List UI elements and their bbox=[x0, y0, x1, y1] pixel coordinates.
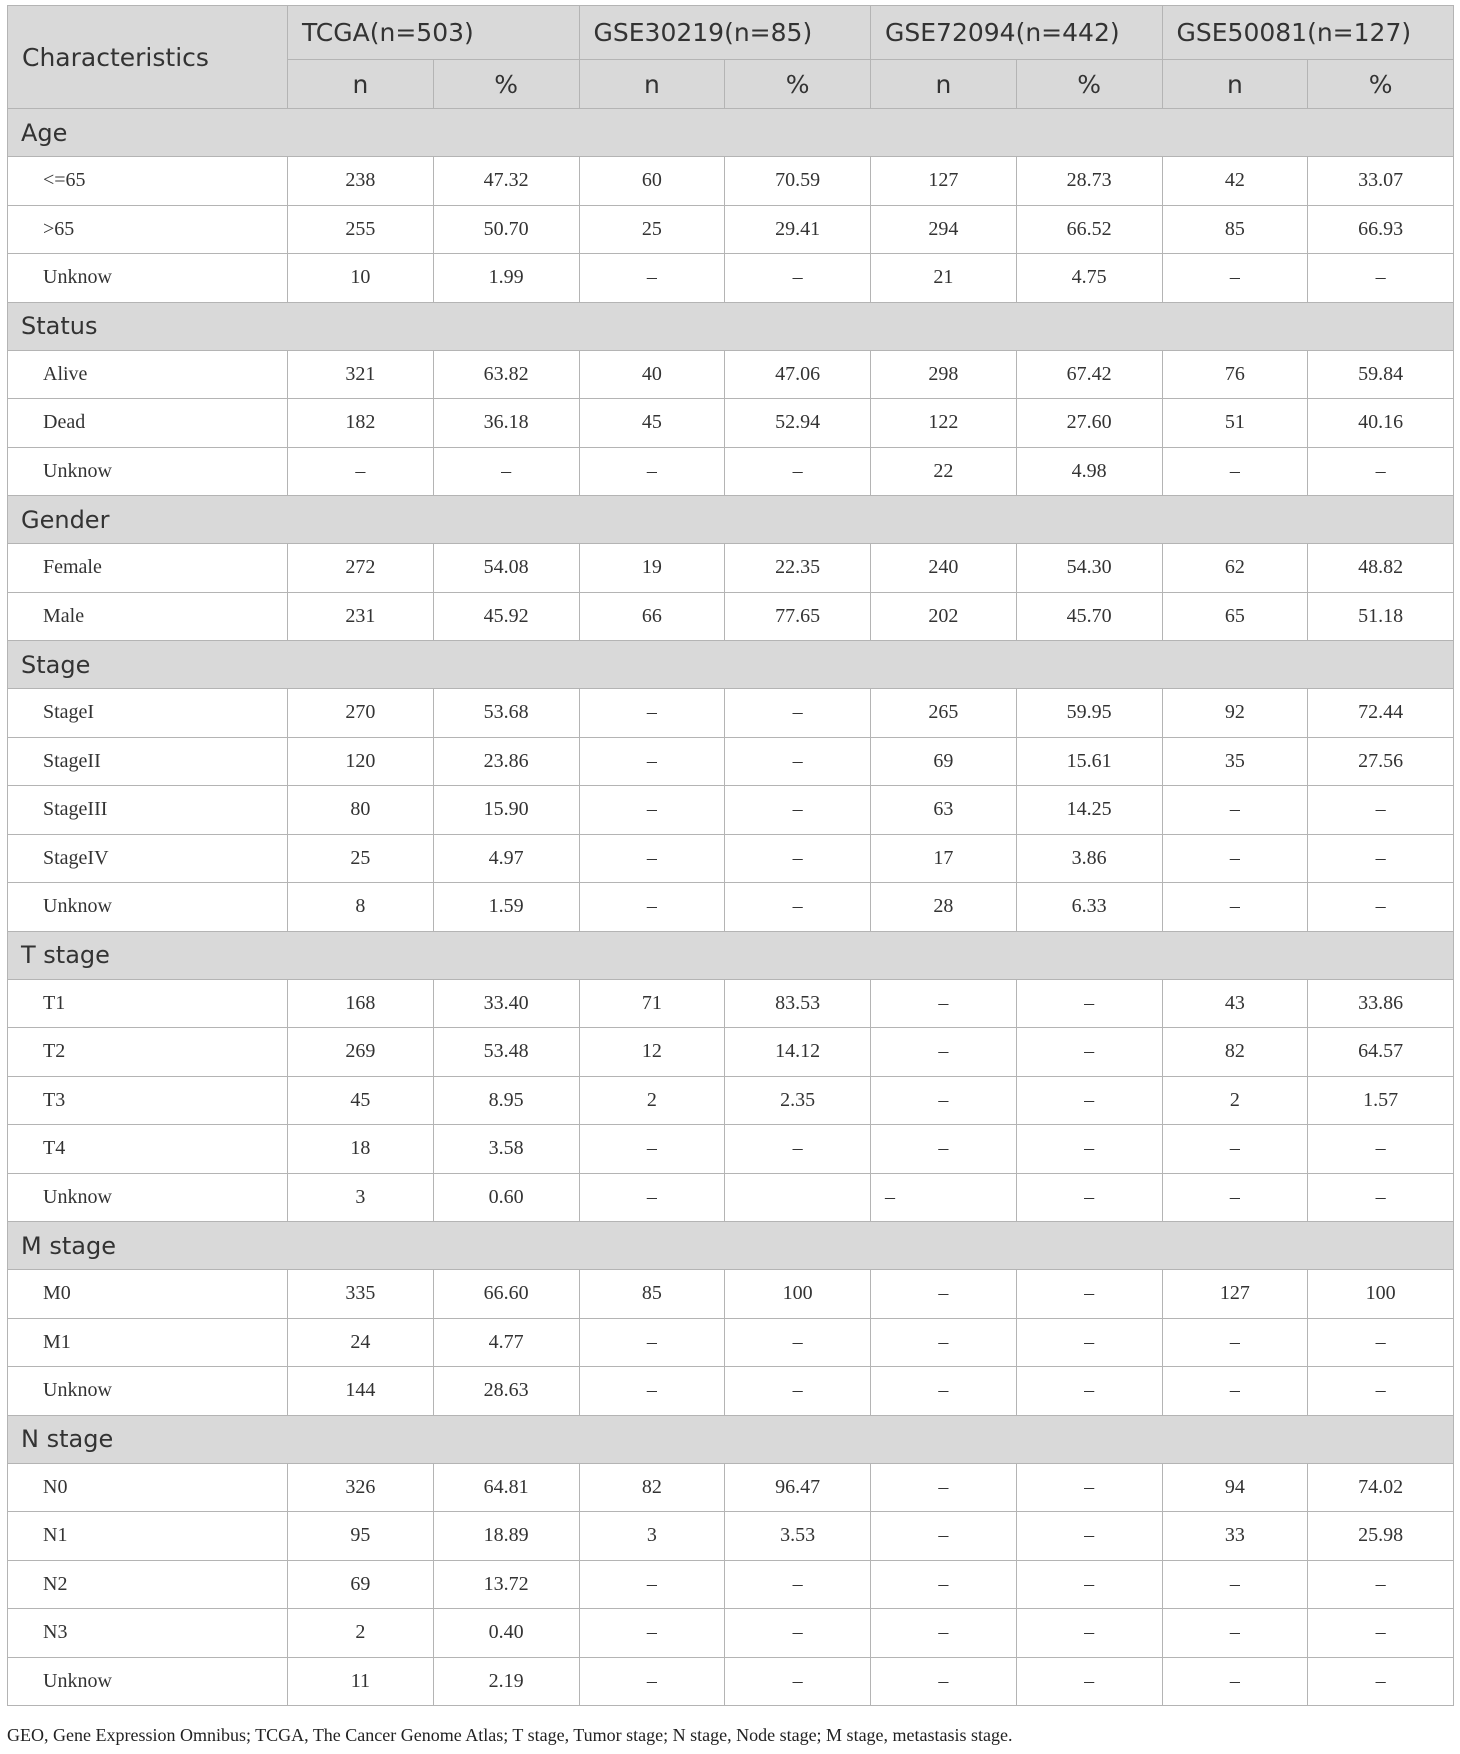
cell-percent: 15.61 bbox=[1016, 737, 1162, 786]
row-label: T2 bbox=[8, 1028, 288, 1077]
cell-count: 144 bbox=[288, 1367, 434, 1416]
table-row bbox=[8, 834, 1454, 883]
cell-count: 269 bbox=[288, 1028, 434, 1077]
cell-count: 272 bbox=[288, 544, 434, 593]
cell-percent: 100 bbox=[1308, 1270, 1454, 1319]
cell-count: – bbox=[1162, 1609, 1308, 1658]
cell-count: – bbox=[871, 1609, 1017, 1658]
cell-count: – bbox=[1162, 834, 1308, 883]
cell-count: – bbox=[579, 737, 725, 786]
section-row bbox=[8, 1222, 1454, 1270]
cell-percent: – bbox=[1308, 1173, 1454, 1222]
cell-percent: 6.33 bbox=[1016, 883, 1162, 932]
cell-percent: – bbox=[1016, 1076, 1162, 1125]
cell-percent: – bbox=[1308, 1560, 1454, 1609]
cell-count: – bbox=[579, 1367, 725, 1416]
cell-count: 21 bbox=[871, 254, 1017, 303]
section-title: T stage bbox=[8, 931, 1454, 979]
cell-count: 82 bbox=[579, 1463, 725, 1512]
table-row bbox=[8, 544, 1454, 593]
cell-percent: 22.35 bbox=[725, 544, 871, 593]
cell-count: 8 bbox=[288, 883, 434, 932]
cell-percent: 2.35 bbox=[725, 1076, 871, 1125]
cell-percent: 45.92 bbox=[433, 592, 579, 641]
cell-count: – bbox=[871, 1270, 1017, 1319]
table-row bbox=[8, 1125, 1454, 1174]
cell-percent: 40.16 bbox=[1308, 399, 1454, 448]
cell-count: 51 bbox=[1162, 399, 1308, 448]
cell-count: 35 bbox=[1162, 737, 1308, 786]
table-row bbox=[8, 447, 1454, 496]
row-label: M0 bbox=[8, 1270, 288, 1319]
cell-count: 69 bbox=[288, 1560, 434, 1609]
cell-percent: 36.18 bbox=[433, 399, 579, 448]
cell-percent: – bbox=[1016, 1512, 1162, 1561]
cell-count: – bbox=[1162, 883, 1308, 932]
header-characteristics: Characteristics bbox=[8, 6, 288, 109]
cell-percent: 14.25 bbox=[1016, 786, 1162, 835]
cell-count: 17 bbox=[871, 834, 1017, 883]
cell-percent: 23.86 bbox=[433, 737, 579, 786]
cell-percent: 13.72 bbox=[433, 1560, 579, 1609]
cell-percent: 47.06 bbox=[725, 350, 871, 399]
cell-percent bbox=[725, 1173, 871, 1222]
cell-count: 2 bbox=[579, 1076, 725, 1125]
cell-count: 25 bbox=[579, 205, 725, 254]
cell-percent: 77.65 bbox=[725, 592, 871, 641]
cell-percent: 66.93 bbox=[1308, 205, 1454, 254]
cell-percent: – bbox=[1308, 883, 1454, 932]
cell-count: 11 bbox=[288, 1657, 434, 1706]
subheader-n: n bbox=[1162, 60, 1308, 109]
cell-percent: 0.40 bbox=[433, 1609, 579, 1658]
table-row bbox=[8, 1318, 1454, 1367]
cell-count: 69 bbox=[871, 737, 1017, 786]
cell-count: 42 bbox=[1162, 157, 1308, 206]
row-label: T4 bbox=[8, 1125, 288, 1174]
cell-percent: 54.30 bbox=[1016, 544, 1162, 593]
cell-percent: – bbox=[725, 1318, 871, 1367]
cell-percent: 1.59 bbox=[433, 883, 579, 932]
section-row bbox=[8, 302, 1454, 350]
section-title: Status bbox=[8, 302, 1454, 350]
cell-count: – bbox=[1162, 1560, 1308, 1609]
row-label: Unknow bbox=[8, 883, 288, 932]
cell-count: – bbox=[1162, 1367, 1308, 1416]
row-label: Male bbox=[8, 592, 288, 641]
cell-count: 63 bbox=[871, 786, 1017, 835]
table-row bbox=[8, 1028, 1454, 1077]
cell-count: 265 bbox=[871, 689, 1017, 738]
subheader-n: n bbox=[579, 60, 725, 109]
cell-count: – bbox=[871, 979, 1017, 1028]
row-label: Dead bbox=[8, 399, 288, 448]
cell-count: 238 bbox=[288, 157, 434, 206]
section-row bbox=[8, 641, 1454, 689]
table-row bbox=[8, 737, 1454, 786]
cell-count: 2 bbox=[1162, 1076, 1308, 1125]
cell-count: 22 bbox=[871, 447, 1017, 496]
cell-count: 3 bbox=[288, 1173, 434, 1222]
header-dataset-gse30219: GSE30219(n=85) bbox=[579, 6, 871, 60]
cell-count: – bbox=[579, 883, 725, 932]
cell-count: 40 bbox=[579, 350, 725, 399]
cell-percent: – bbox=[1016, 1028, 1162, 1077]
cell-count: – bbox=[1162, 1125, 1308, 1174]
cell-percent: – bbox=[725, 1609, 871, 1658]
cell-percent: – bbox=[725, 254, 871, 303]
cell-count: – bbox=[1162, 447, 1308, 496]
cell-count: 60 bbox=[579, 157, 725, 206]
cell-count: – bbox=[1162, 1318, 1308, 1367]
row-label: StageIII bbox=[8, 786, 288, 835]
cell-count: 45 bbox=[288, 1076, 434, 1125]
cell-count: 85 bbox=[579, 1270, 725, 1319]
subheader-n: n bbox=[871, 60, 1017, 109]
cell-percent: 47.32 bbox=[433, 157, 579, 206]
table-row bbox=[8, 979, 1454, 1028]
cell-percent: 70.59 bbox=[725, 157, 871, 206]
cell-percent: – bbox=[725, 737, 871, 786]
section-row bbox=[8, 931, 1454, 979]
cell-count: – bbox=[871, 1512, 1017, 1561]
cell-count: – bbox=[871, 1125, 1017, 1174]
header-dataset-tcga: TCGA(n=503) bbox=[288, 6, 580, 60]
cell-count: – bbox=[871, 1560, 1017, 1609]
cell-percent: 3.86 bbox=[1016, 834, 1162, 883]
cell-percent: 4.77 bbox=[433, 1318, 579, 1367]
cell-percent: 66.52 bbox=[1016, 205, 1162, 254]
cell-percent: 8.95 bbox=[433, 1076, 579, 1125]
cell-count: 231 bbox=[288, 592, 434, 641]
cell-percent: 25.98 bbox=[1308, 1512, 1454, 1561]
table-body bbox=[8, 109, 1454, 1706]
cell-count: – bbox=[579, 1125, 725, 1174]
cell-count: 80 bbox=[288, 786, 434, 835]
cell-percent: 67.42 bbox=[1016, 350, 1162, 399]
cell-count: 298 bbox=[871, 350, 1017, 399]
section-row bbox=[8, 109, 1454, 157]
table-row bbox=[8, 1173, 1454, 1222]
cell-percent: 51.18 bbox=[1308, 592, 1454, 641]
cell-percent: 96.47 bbox=[725, 1463, 871, 1512]
row-label: N2 bbox=[8, 1560, 288, 1609]
cell-percent: – bbox=[1016, 1657, 1162, 1706]
cell-count: – bbox=[579, 1173, 725, 1222]
header-dataset-gse72094: GSE72094(n=442) bbox=[871, 6, 1163, 60]
cell-percent: – bbox=[725, 786, 871, 835]
cell-count: 120 bbox=[288, 737, 434, 786]
table-row bbox=[8, 205, 1454, 254]
row-label: >65 bbox=[8, 205, 288, 254]
table-row bbox=[8, 254, 1454, 303]
cell-percent: – bbox=[1016, 1609, 1162, 1658]
cell-count: 255 bbox=[288, 205, 434, 254]
cell-count: 168 bbox=[288, 979, 434, 1028]
row-label: StageI bbox=[8, 689, 288, 738]
cell-count: – bbox=[579, 834, 725, 883]
table-row bbox=[8, 883, 1454, 932]
header-dataset-gse50081: GSE50081(n=127) bbox=[1162, 6, 1454, 60]
cell-count: – bbox=[871, 1028, 1017, 1077]
table-row bbox=[8, 1657, 1454, 1706]
cell-percent: 0.60 bbox=[433, 1173, 579, 1222]
table-row bbox=[8, 592, 1454, 641]
cell-count: 24 bbox=[288, 1318, 434, 1367]
table-row bbox=[8, 1609, 1454, 1658]
cell-percent: – bbox=[1308, 1125, 1454, 1174]
row-label: N0 bbox=[8, 1463, 288, 1512]
cell-percent: 45.70 bbox=[1016, 592, 1162, 641]
cell-count: 127 bbox=[1162, 1270, 1308, 1319]
subheader-percent: % bbox=[1308, 60, 1454, 109]
cell-percent: – bbox=[1308, 786, 1454, 835]
cell-count: 71 bbox=[579, 979, 725, 1028]
cell-percent: 64.57 bbox=[1308, 1028, 1454, 1077]
section-title: Gender bbox=[8, 496, 1454, 544]
section-row bbox=[8, 1415, 1454, 1463]
cell-percent: – bbox=[1308, 254, 1454, 303]
cell-percent: – bbox=[1016, 1463, 1162, 1512]
cell-count: 19 bbox=[579, 544, 725, 593]
cell-count: – bbox=[579, 1560, 725, 1609]
table-row bbox=[8, 1367, 1454, 1416]
table-row bbox=[8, 786, 1454, 835]
cell-percent: – bbox=[1016, 1125, 1162, 1174]
row-label: <=65 bbox=[8, 157, 288, 206]
table-header bbox=[8, 6, 1454, 109]
cell-count: 127 bbox=[871, 157, 1017, 206]
cell-percent: 33.86 bbox=[1308, 979, 1454, 1028]
cell-percent: – bbox=[1016, 1318, 1162, 1367]
cell-count: 122 bbox=[871, 399, 1017, 448]
cell-percent: – bbox=[725, 1125, 871, 1174]
table-row bbox=[8, 1076, 1454, 1125]
section-row bbox=[8, 496, 1454, 544]
cell-count: – bbox=[1162, 1657, 1308, 1706]
cell-percent: 28.63 bbox=[433, 1367, 579, 1416]
cell-count: 28 bbox=[871, 883, 1017, 932]
cell-count: – bbox=[579, 1609, 725, 1658]
cell-count: 85 bbox=[1162, 205, 1308, 254]
cell-percent: 66.60 bbox=[433, 1270, 579, 1319]
cell-count: 66 bbox=[579, 592, 725, 641]
table-row bbox=[8, 689, 1454, 738]
row-label: Female bbox=[8, 544, 288, 593]
cell-percent: 74.02 bbox=[1308, 1463, 1454, 1512]
subheader-percent: % bbox=[1016, 60, 1162, 109]
cell-percent: – bbox=[725, 834, 871, 883]
cell-count: 326 bbox=[288, 1463, 434, 1512]
cell-percent: – bbox=[1308, 1318, 1454, 1367]
cell-percent: 52.94 bbox=[725, 399, 871, 448]
section-title: N stage bbox=[8, 1415, 1454, 1463]
cell-percent: 27.60 bbox=[1016, 399, 1162, 448]
row-label: StageIV bbox=[8, 834, 288, 883]
row-label: N1 bbox=[8, 1512, 288, 1561]
cell-percent: – bbox=[725, 447, 871, 496]
cell-count: – bbox=[579, 254, 725, 303]
cell-percent: 4.98 bbox=[1016, 447, 1162, 496]
cell-count: 25 bbox=[288, 834, 434, 883]
cell-count: 2 bbox=[288, 1609, 434, 1658]
cell-percent: 2.19 bbox=[433, 1657, 579, 1706]
cell-percent: 83.53 bbox=[725, 979, 871, 1028]
cell-count: – bbox=[579, 1657, 725, 1706]
cell-percent: 3.58 bbox=[433, 1125, 579, 1174]
cell-percent: 54.08 bbox=[433, 544, 579, 593]
row-label: Alive bbox=[8, 350, 288, 399]
cell-percent: 4.97 bbox=[433, 834, 579, 883]
cell-percent: – bbox=[725, 1367, 871, 1416]
cell-percent: 50.70 bbox=[433, 205, 579, 254]
cell-count: 92 bbox=[1162, 689, 1308, 738]
cell-count: 95 bbox=[288, 1512, 434, 1561]
table-footnote: GEO, Gene Expression Omnibus; TCGA, The Cancer Genome Atlas; T stage, Tumor stage; N stage, Node stage; M stage, metastasis stage. bbox=[7, 1725, 1013, 1745]
cell-percent: 14.12 bbox=[725, 1028, 871, 1077]
cell-count: – bbox=[871, 1318, 1017, 1367]
cell-count: 18 bbox=[288, 1125, 434, 1174]
subheader-n: n bbox=[288, 60, 434, 109]
row-label: Unknow bbox=[8, 1173, 288, 1222]
cell-percent: 48.82 bbox=[1308, 544, 1454, 593]
cell-percent: 59.84 bbox=[1308, 350, 1454, 399]
cell-count: 62 bbox=[1162, 544, 1308, 593]
cell-percent: 27.56 bbox=[1308, 737, 1454, 786]
cell-percent: – bbox=[1016, 1560, 1162, 1609]
cell-percent: 18.89 bbox=[433, 1512, 579, 1561]
cell-count: 240 bbox=[871, 544, 1017, 593]
cell-count: – bbox=[1162, 786, 1308, 835]
cell-count: – bbox=[871, 1463, 1017, 1512]
table-row bbox=[8, 1270, 1454, 1319]
cell-count: – bbox=[1162, 1173, 1308, 1222]
cell-count: 94 bbox=[1162, 1463, 1308, 1512]
cell-count: – bbox=[579, 447, 725, 496]
cell-percent: 3.53 bbox=[725, 1512, 871, 1561]
cell-percent: – bbox=[725, 1657, 871, 1706]
cell-percent: 72.44 bbox=[1308, 689, 1454, 738]
cell-percent: 33.07 bbox=[1308, 157, 1454, 206]
cell-count: 12 bbox=[579, 1028, 725, 1077]
cell-percent: 100 bbox=[725, 1270, 871, 1319]
cell-percent: – bbox=[725, 1560, 871, 1609]
cell-percent: – bbox=[1016, 979, 1162, 1028]
cell-count: – bbox=[871, 1076, 1017, 1125]
characteristics-table bbox=[7, 5, 1454, 1706]
row-label: Unknow bbox=[8, 1657, 288, 1706]
cell-count: – bbox=[1162, 254, 1308, 303]
cell-percent: – bbox=[725, 883, 871, 932]
cell-percent: – bbox=[1308, 1657, 1454, 1706]
row-label: Unknow bbox=[8, 254, 288, 303]
cell-count: 43 bbox=[1162, 979, 1308, 1028]
cell-count: – bbox=[579, 689, 725, 738]
cell-count: 10 bbox=[288, 254, 434, 303]
cell-percent: 15.90 bbox=[433, 786, 579, 835]
cell-percent: – bbox=[1308, 834, 1454, 883]
cell-count: – bbox=[288, 447, 434, 496]
row-label: Unknow bbox=[8, 1367, 288, 1416]
row-label: T3 bbox=[8, 1076, 288, 1125]
cell-count: 76 bbox=[1162, 350, 1308, 399]
cell-percent: 63.82 bbox=[433, 350, 579, 399]
cell-count: – bbox=[579, 786, 725, 835]
cell-percent: – bbox=[1308, 1609, 1454, 1658]
cell-percent: – bbox=[1016, 1173, 1162, 1222]
table-row bbox=[8, 1463, 1454, 1512]
section-title: Stage bbox=[8, 641, 1454, 689]
cell-percent: 53.68 bbox=[433, 689, 579, 738]
subheader-percent: % bbox=[433, 60, 579, 109]
cell-count: 182 bbox=[288, 399, 434, 448]
cell-count: 45 bbox=[579, 399, 725, 448]
cell-count: – bbox=[871, 1367, 1017, 1416]
row-label: Unknow bbox=[8, 447, 288, 496]
cell-count: – bbox=[871, 1173, 1017, 1222]
cell-count: 82 bbox=[1162, 1028, 1308, 1077]
row-label: StageII bbox=[8, 737, 288, 786]
subheader-percent: % bbox=[725, 60, 871, 109]
cell-percent: 28.73 bbox=[1016, 157, 1162, 206]
cell-count: 3 bbox=[579, 1512, 725, 1561]
cell-percent: 64.81 bbox=[433, 1463, 579, 1512]
cell-count: 294 bbox=[871, 205, 1017, 254]
cell-percent: – bbox=[1016, 1367, 1162, 1416]
cell-count: – bbox=[579, 1318, 725, 1367]
row-label: M1 bbox=[8, 1318, 288, 1367]
cell-count: 321 bbox=[288, 350, 434, 399]
cell-count: 270 bbox=[288, 689, 434, 738]
cell-percent: 59.95 bbox=[1016, 689, 1162, 738]
cell-count: – bbox=[871, 1657, 1017, 1706]
cell-percent: – bbox=[1308, 447, 1454, 496]
cell-count: 335 bbox=[288, 1270, 434, 1319]
cell-percent: 29.41 bbox=[725, 205, 871, 254]
table-row bbox=[8, 350, 1454, 399]
cell-percent: 53.48 bbox=[433, 1028, 579, 1077]
cell-percent: – bbox=[1308, 1367, 1454, 1416]
table-row bbox=[8, 1560, 1454, 1609]
cell-percent: – bbox=[433, 447, 579, 496]
section-title: M stage bbox=[8, 1222, 1454, 1270]
row-label: N3 bbox=[8, 1609, 288, 1658]
cell-percent: – bbox=[725, 689, 871, 738]
cell-percent: 33.40 bbox=[433, 979, 579, 1028]
cell-count: 33 bbox=[1162, 1512, 1308, 1561]
row-label: T1 bbox=[8, 979, 288, 1028]
cell-percent: – bbox=[1016, 1270, 1162, 1319]
cell-count: 202 bbox=[871, 592, 1017, 641]
cell-percent: 1.57 bbox=[1308, 1076, 1454, 1125]
table-row bbox=[8, 157, 1454, 206]
cell-count: 65 bbox=[1162, 592, 1308, 641]
section-title: Age bbox=[8, 109, 1454, 157]
header-row-datasets bbox=[8, 6, 1454, 60]
cell-percent: 1.99 bbox=[433, 254, 579, 303]
table-row bbox=[8, 399, 1454, 448]
table-row bbox=[8, 1512, 1454, 1561]
cell-percent: 4.75 bbox=[1016, 254, 1162, 303]
